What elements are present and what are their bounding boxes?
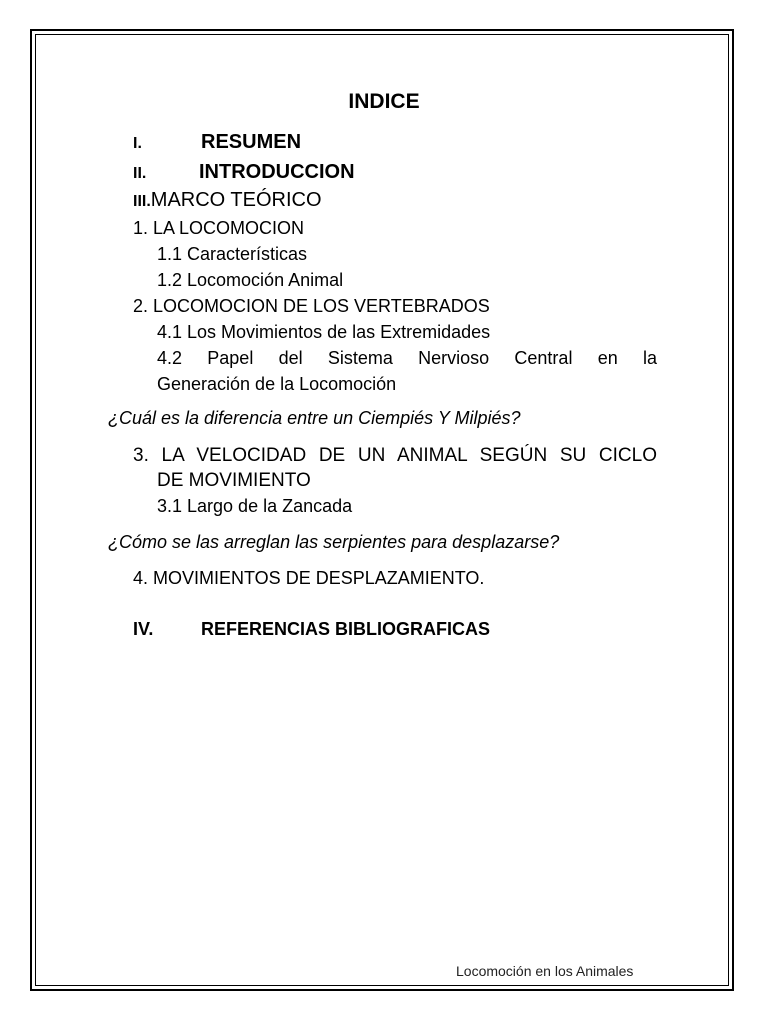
toc-item-3-1: 3.1 Largo de la Zancada: [157, 496, 353, 516]
section-iv-label: REFERENCIAS BIBLIOGRAFICAS: [201, 619, 491, 639]
section-ii: [133, 161, 355, 184]
toc-item-3-line1: 3. LA VELOCIDAD DE UN ANIMAL SEGÚN SU CICLO: [133, 445, 657, 466]
section-ii-label: INTRODUCCION: [199, 161, 355, 183]
question-2: ¿Cómo se las arreglan las serpientes para desplazarse?: [108, 532, 560, 552]
toc-item-4-2-line1: 4.2 Papel del Sistema Nervioso Central en la: [157, 348, 657, 368]
toc-item-4-2-line2: Generación de la Locomoción: [157, 374, 397, 394]
section-i-label: RESUMEN: [201, 131, 302, 153]
section-i: [133, 131, 301, 154]
section-iii-number: III.: [133, 193, 151, 210]
section-iii-label: MARCO TEÓRICO: [150, 189, 322, 211]
toc-item-3-line2: DE MOVIMIENTO: [157, 470, 311, 491]
toc-item-4: 4. MOVIMIENTOS DE DESPLAZAMIENTO.: [133, 568, 485, 588]
page-footer: Locomoción en los Animales: [456, 963, 634, 979]
toc-item-1: 1. LA LOCOMOCION: [133, 218, 305, 238]
question-1: ¿Cuál es la diferencia entre un Ciempiés Y Milpiés?: [108, 408, 521, 428]
section-i-number: I.: [133, 135, 142, 152]
toc-item-1-1: 1.1 Características: [157, 244, 308, 264]
index-title: INDICE: [348, 90, 420, 113]
toc-item-1-2: 1.2 Locomoción Animal: [157, 270, 344, 290]
section-iv-number: IV.: [133, 619, 154, 639]
section-iii: [133, 189, 322, 212]
section-iv: [133, 619, 490, 640]
section-ii-number: II.: [133, 165, 147, 182]
toc-item-4-1: 4.1 Los Movimientos de las Extremidades: [157, 322, 491, 342]
toc-item-2: 2. LOCOMOCION DE LOS VERTEBRADOS: [133, 296, 490, 316]
